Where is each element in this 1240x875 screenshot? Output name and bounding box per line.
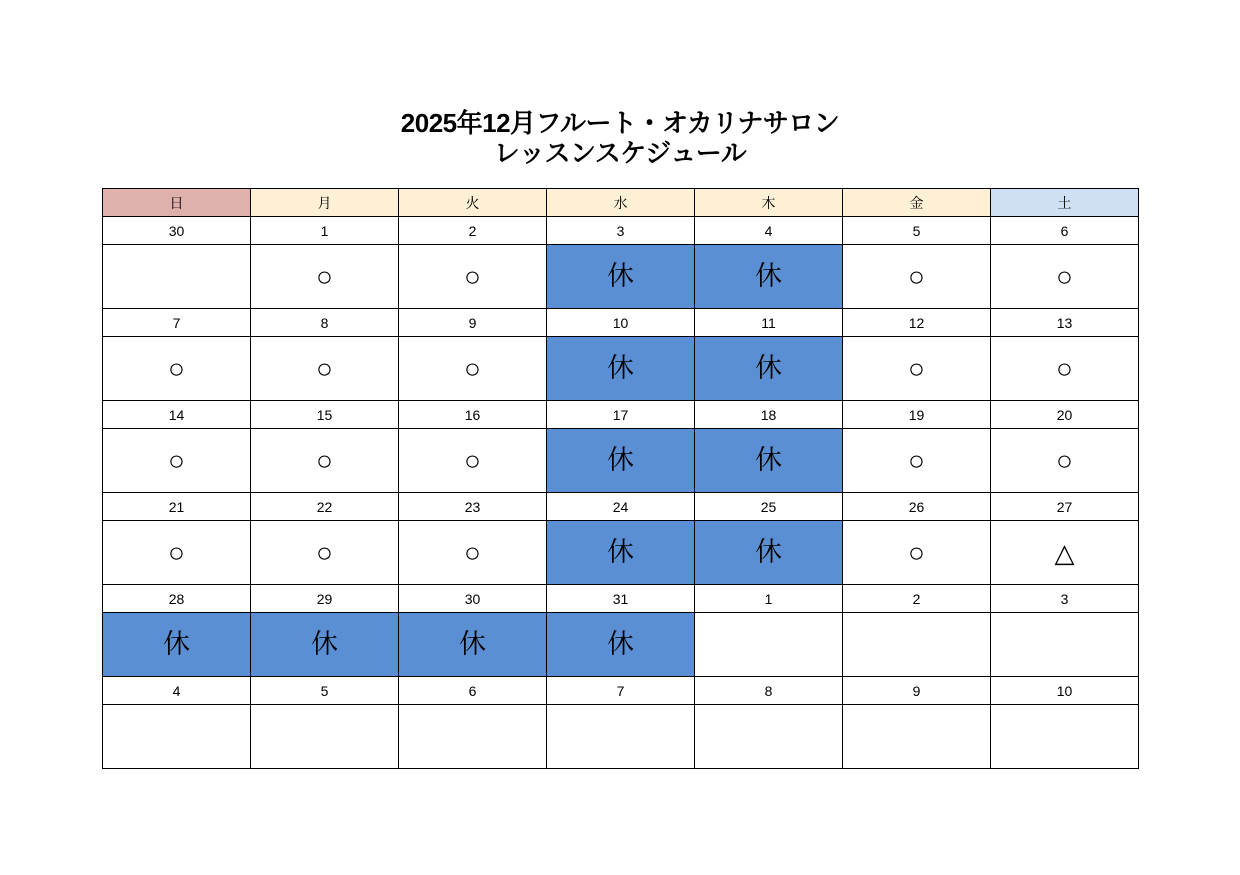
date-cell: 27 <box>991 493 1139 521</box>
date-cell: 7 <box>547 677 695 705</box>
status-mark: ○ <box>908 536 925 568</box>
status-row <box>103 245 1139 309</box>
date-cell: 15 <box>251 401 399 429</box>
status-cell <box>251 705 399 769</box>
status-cell-closed <box>103 613 251 677</box>
status-mark: ○ <box>168 536 185 568</box>
status-cell-closed <box>251 613 399 677</box>
date-cell: 16 <box>399 401 547 429</box>
day-of-week-header-row <box>103 189 1139 217</box>
status-mark: ○ <box>168 352 185 384</box>
status-mark: ○ <box>908 260 925 292</box>
status-cell <box>695 705 843 769</box>
page-title-line-2: レッスンスケジュール <box>493 138 747 168</box>
status-mark: 休 <box>755 353 782 383</box>
status-cell-closed <box>695 429 843 493</box>
date-cell: 4 <box>103 677 251 705</box>
status-cell <box>399 337 547 401</box>
status-mark: ○ <box>316 260 333 292</box>
status-mark: 休 <box>607 629 634 659</box>
status-cell-closed <box>547 245 695 309</box>
calendar-container <box>102 188 1138 769</box>
calendar-table <box>102 188 1139 769</box>
date-cell: 4 <box>695 217 843 245</box>
status-row <box>103 705 1139 769</box>
status-cell <box>103 429 251 493</box>
date-cell: 9 <box>843 677 991 705</box>
status-mark: ○ <box>464 444 481 476</box>
date-cell: 9 <box>399 309 547 337</box>
status-cell <box>103 245 251 309</box>
date-row <box>103 309 1139 337</box>
date-row <box>103 677 1139 705</box>
date-cell: 23 <box>399 493 547 521</box>
day-header-friday: 金 <box>843 189 991 217</box>
status-mark: ○ <box>464 260 481 292</box>
status-row <box>103 521 1139 585</box>
status-cell <box>991 521 1139 585</box>
page-title-line-1: 2025年12月フルート・オカリナサロン <box>400 108 840 138</box>
status-cell <box>251 429 399 493</box>
status-mark: ○ <box>1056 260 1073 292</box>
date-cell: 8 <box>695 677 843 705</box>
day-header-thursday: 木 <box>695 189 843 217</box>
status-cell <box>399 429 547 493</box>
status-cell-closed <box>695 337 843 401</box>
status-cell-closed <box>547 521 695 585</box>
status-cell-closed <box>547 429 695 493</box>
day-header-wednesday: 水 <box>547 189 695 217</box>
status-mark: ○ <box>1056 352 1073 384</box>
date-cell: 5 <box>843 217 991 245</box>
status-cell <box>251 521 399 585</box>
status-mark: 休 <box>459 629 486 659</box>
date-cell: 24 <box>547 493 695 521</box>
status-mark: 休 <box>311 629 338 659</box>
status-mark: ○ <box>316 536 333 568</box>
status-mark: 休 <box>755 445 782 475</box>
status-cell <box>991 245 1139 309</box>
date-cell: 26 <box>843 493 991 521</box>
date-cell: 1 <box>251 217 399 245</box>
date-cell: 22 <box>251 493 399 521</box>
status-mark: ○ <box>908 444 925 476</box>
status-row <box>103 613 1139 677</box>
date-cell: 21 <box>103 493 251 521</box>
status-cell-closed <box>547 337 695 401</box>
status-mark: ○ <box>1056 444 1073 476</box>
date-cell: 28 <box>103 585 251 613</box>
status-cell <box>843 337 991 401</box>
date-cell: 29 <box>251 585 399 613</box>
date-cell: 7 <box>103 309 251 337</box>
status-cell <box>843 705 991 769</box>
status-mark: ○ <box>464 352 481 384</box>
status-mark: ○ <box>168 444 185 476</box>
status-mark: 休 <box>755 537 782 567</box>
status-cell-closed <box>399 613 547 677</box>
status-cell-closed <box>695 245 843 309</box>
status-mark: ○ <box>464 536 481 568</box>
day-header-saturday: 土 <box>991 189 1139 217</box>
status-cell <box>843 429 991 493</box>
status-mark: 休 <box>607 261 634 291</box>
date-cell: 8 <box>251 309 399 337</box>
day-header-monday: 月 <box>251 189 399 217</box>
status-cell <box>251 245 399 309</box>
date-cell: 3 <box>547 217 695 245</box>
date-cell: 1 <box>695 585 843 613</box>
page-title <box>0 108 1240 168</box>
status-row <box>103 337 1139 401</box>
date-cell: 3 <box>991 585 1139 613</box>
day-header-sunday: 日 <box>103 189 251 217</box>
status-cell <box>843 245 991 309</box>
status-cell <box>399 705 547 769</box>
status-cell <box>399 521 547 585</box>
date-cell: 2 <box>399 217 547 245</box>
status-cell <box>843 521 991 585</box>
day-header-tuesday: 火 <box>399 189 547 217</box>
date-cell: 17 <box>547 401 695 429</box>
status-cell <box>399 245 547 309</box>
status-cell <box>991 705 1139 769</box>
date-cell: 10 <box>547 309 695 337</box>
status-cell-closed <box>547 613 695 677</box>
status-cell <box>103 521 251 585</box>
date-row <box>103 585 1139 613</box>
status-mark: 休 <box>163 629 190 659</box>
date-cell: 30 <box>103 217 251 245</box>
status-cell <box>251 337 399 401</box>
status-mark: ○ <box>908 352 925 384</box>
date-cell: 6 <box>399 677 547 705</box>
status-cell <box>547 705 695 769</box>
status-cell <box>843 613 991 677</box>
status-cell <box>991 337 1139 401</box>
date-row <box>103 493 1139 521</box>
status-cell <box>991 613 1139 677</box>
status-row <box>103 429 1139 493</box>
date-cell: 31 <box>547 585 695 613</box>
status-cell <box>103 705 251 769</box>
date-cell: 6 <box>991 217 1139 245</box>
date-row <box>103 217 1139 245</box>
status-mark: ○ <box>316 444 333 476</box>
status-cell <box>991 429 1139 493</box>
status-mark: 休 <box>755 261 782 291</box>
status-mark: △ <box>1054 537 1075 568</box>
date-cell: 25 <box>695 493 843 521</box>
status-cell-closed <box>695 521 843 585</box>
date-cell: 5 <box>251 677 399 705</box>
date-row <box>103 401 1139 429</box>
date-cell: 14 <box>103 401 251 429</box>
status-mark: ○ <box>316 352 333 384</box>
date-cell: 19 <box>843 401 991 429</box>
date-cell: 20 <box>991 401 1139 429</box>
status-cell <box>695 613 843 677</box>
status-mark: 休 <box>607 537 634 567</box>
date-cell: 10 <box>991 677 1139 705</box>
date-cell: 12 <box>843 309 991 337</box>
status-mark: 休 <box>607 445 634 475</box>
date-cell: 13 <box>991 309 1139 337</box>
date-cell: 11 <box>695 309 843 337</box>
date-cell: 30 <box>399 585 547 613</box>
status-mark: 休 <box>607 353 634 383</box>
date-cell: 2 <box>843 585 991 613</box>
date-cell: 18 <box>695 401 843 429</box>
status-cell <box>103 337 251 401</box>
